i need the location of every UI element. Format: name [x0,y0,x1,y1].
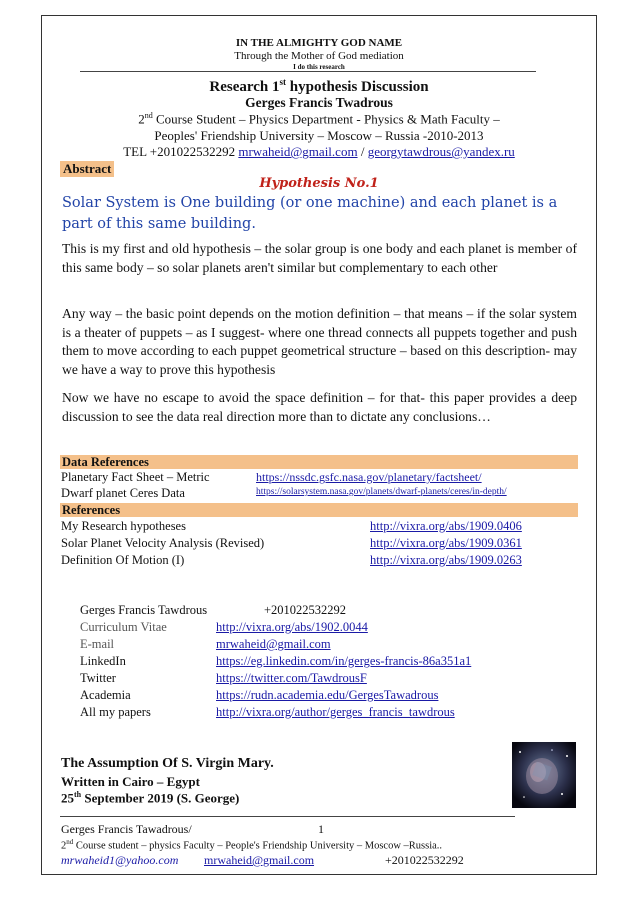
contact-label-linkedin: LinkedIn [80,654,126,668]
footer-email-1[interactable]: mrwaheid1@yahoo.com [61,853,179,867]
data-ref-name-2: Dwarf planet Ceres Data [61,486,185,500]
data-ref-link-2[interactable]: https://solarsystem.nasa.gov/planets/dwarf-planets/ceres/in-depth/ [256,487,507,497]
header-divider [80,71,536,72]
header-line2: Through the Mother of God mediation [234,50,404,62]
hypothesis-label: Hypothesis No.1 [259,176,379,191]
header-line1: IN THE ALMIGHTY GOD NAME [235,37,403,49]
contact-label-cv: Curriculum Vitae [80,620,167,634]
page-title: Research 1st hypothesis Discussion [209,77,429,95]
lead-statement: Solar System is One building (or one machine) and each planet is a part of this same building. [62,195,558,232]
contact-link-academia[interactable]: https://rudn.academia.edu/GergesTawadrous [216,688,439,702]
footer-email-2[interactable]: mrwaheid@gmail.com [204,853,315,867]
space-image [512,742,576,808]
space-image-graphic [512,742,576,808]
email-link-2[interactable]: georgytawdrous@yandex.ru [367,144,515,159]
contact-link-papers[interactable]: http://vixra.org/author/gerges_francis_tawdrous [216,705,455,719]
contact-label-academia: Academia [80,688,131,702]
footer-phone: +201022532292 [385,853,464,867]
footer-line2: 2nd Course student – physics Faculty – People's Friendship University – Moscow –Russia.. [61,838,443,852]
ref-name-2: Solar Planet Velocity Analysis (Revised) [61,536,265,550]
footer-page-number: 1 [318,822,324,836]
contact-link-twitter[interactable]: https://twitter.com/TawdrousF [216,671,367,685]
tel-text: TEL +201022532292 [123,144,236,159]
ref-name-3: Definition Of Motion (I) [61,553,185,567]
ref-name-1: My Research hypotheses [61,519,186,533]
closing-line2: Written in Cairo – Egypt [61,774,200,789]
references-header: References [60,503,578,517]
ref-link-2[interactable]: http://vixra.org/abs/1909.0361 [370,536,522,550]
footer-divider [60,816,515,817]
contact-label-papers: All my papers [80,705,151,719]
paragraph-1: This is my first and old hypothesis – the solar group is one body and each planet is member of this same body – so solar planets aren't similar but complementary to each other [62,241,577,275]
header-line3: I do this research [293,63,345,71]
abstract-label: Abstract [60,161,114,177]
contact-label-twitter: Twitter [80,671,116,685]
ref-link-3[interactable]: http://vixra.org/abs/1909.0263 [370,553,522,567]
email-separator: / [360,144,365,159]
paragraph-3: Now we have no escape to avoid the space definition – for that- this paper provides a deep discussion to see the data real direction more than to dictate any conclusions… [62,390,577,424]
data-references-header: Data References [60,455,578,469]
contact-name: Gerges Francis Tawdrous [80,603,208,617]
contact-link-cv[interactable]: http://vixra.org/abs/1902.0044 [216,620,368,634]
contact-label-email: E-mail [80,637,115,651]
closing-line3: 25th September 2019 (S. George) [61,790,240,806]
affiliation-line1: 2nd Course Student – Physics Department - Physics & Math Faculty – [138,111,500,127]
contact-link-email[interactable]: mrwaheid@gmail.com [216,637,331,651]
contact-line [0,144,638,160]
author-name: Gerges Francis Twadrous [245,95,393,110]
footer-name: Gerges Francis Tawadrous/ [61,822,192,836]
data-ref-name-1: Planetary Fact Sheet – Metric [61,470,210,484]
email-link-1[interactable]: mrwaheid@gmail.com [238,144,358,159]
paragraph-2: Any way – the basic point depends on the motion definition – that means – if the solar system is a theater of puppets – as I suggest- where one thread connects all puppets together and push them to move according to each puppet geometrical structure – based on this description- may we have a way to prove this hypothesis [62,306,577,377]
data-ref-link-1[interactable]: https://nssdc.gsfc.nasa.gov/planetary/factsheet/ [256,470,482,484]
affiliation-line2: Peoples' Friendship University – Moscow – Russia -2010-2013 [154,128,484,143]
contact-phone: +201022532292 [264,603,347,617]
contact-link-linkedin[interactable]: https://eg.linkedin.com/in/gerges-francis-86a351a1 [216,654,472,668]
closing-line1: The Assumption Of S. Virgin Mary. [61,756,274,771]
ref-link-1[interactable]: http://vixra.org/abs/1909.0406 [370,519,522,533]
